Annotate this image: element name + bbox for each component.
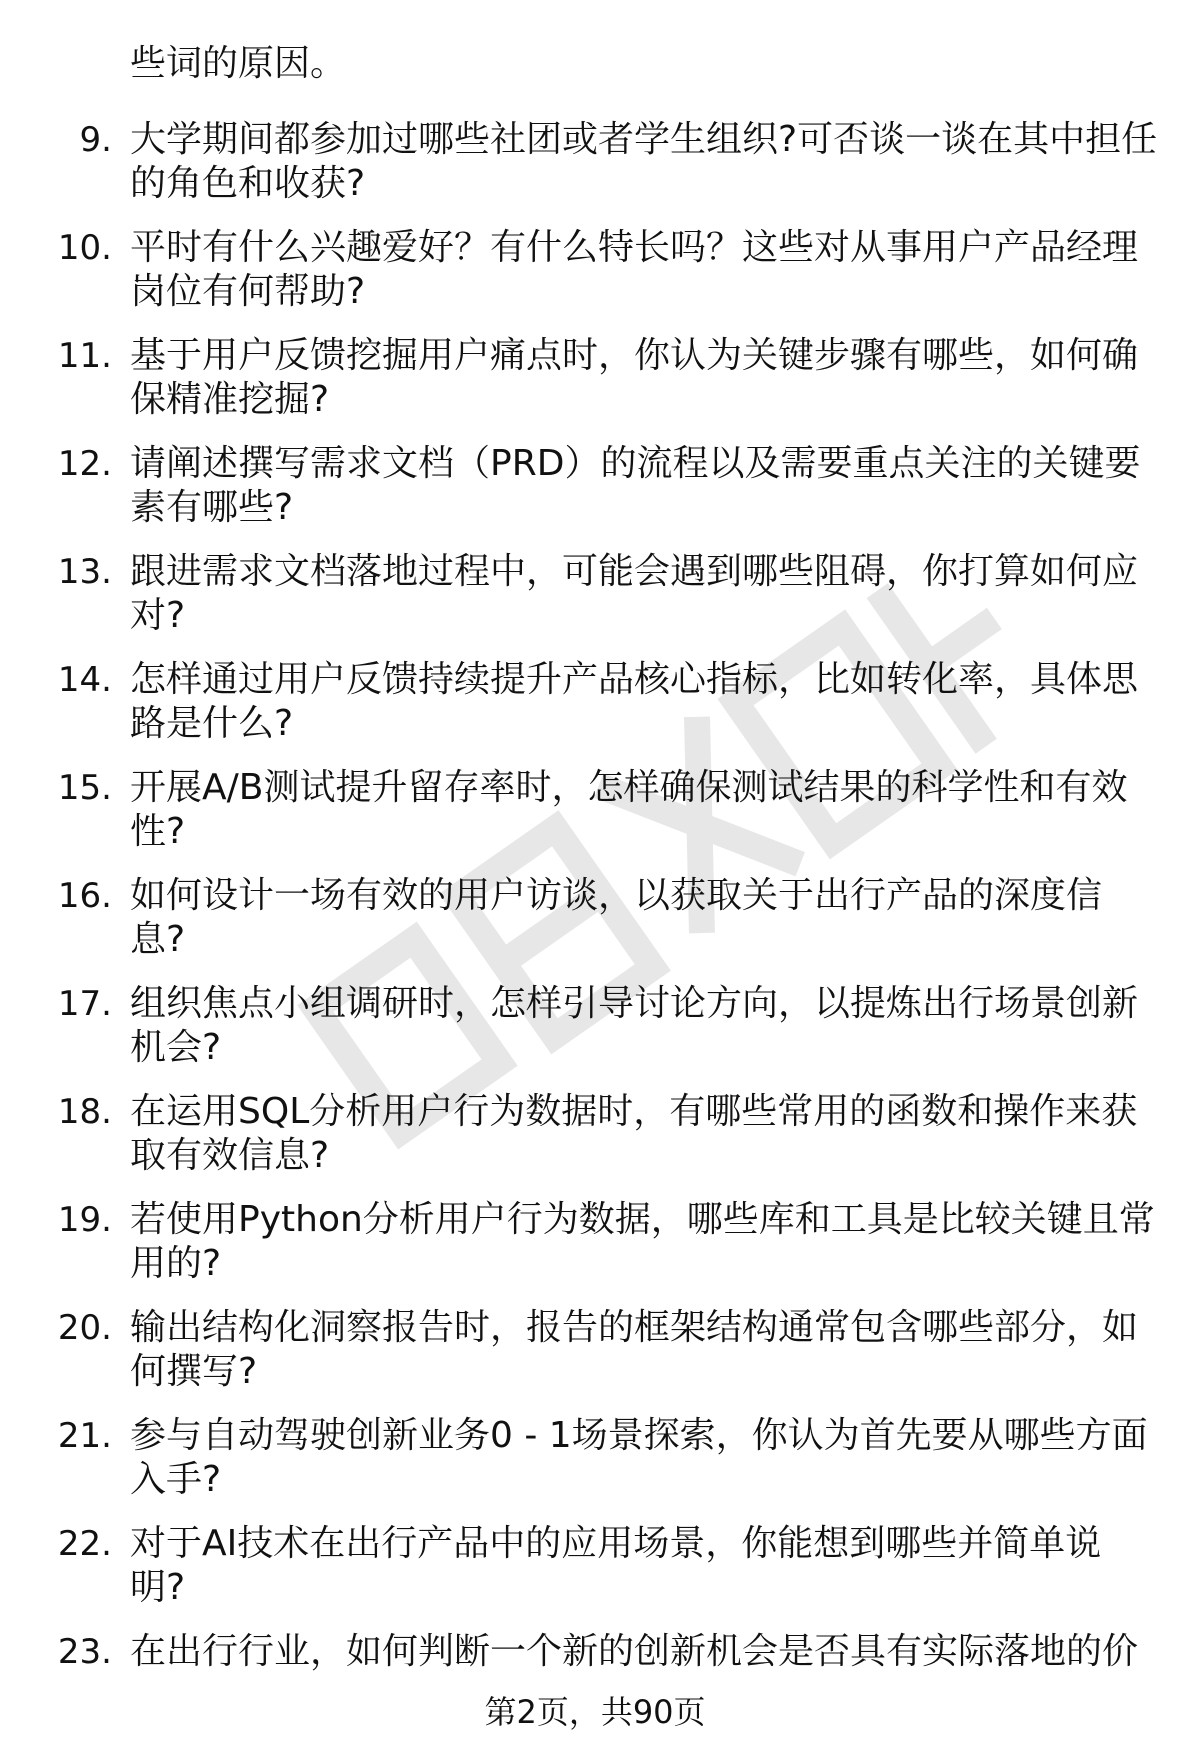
question-line: 请阐述撰写需求文档（PRD）的流程以及需要重点关注的关键要 bbox=[130, 443, 1141, 484]
question-line: 怎样通过用户反馈持续提升产品核心指标，比如转化率，具体思 bbox=[130, 659, 1139, 700]
question-number: 21. bbox=[57, 1416, 112, 1456]
list-item bbox=[0, 334, 1190, 442]
question-number: 12. bbox=[57, 444, 112, 484]
question-number: 9. bbox=[79, 120, 112, 160]
question-number: 19. bbox=[57, 1200, 112, 1240]
list-item bbox=[0, 1414, 1190, 1522]
question-text bbox=[130, 1522, 1170, 1610]
question-line: 若使用Python分析用户行为数据，哪些库和工具是比较关键且常 bbox=[130, 1199, 1155, 1240]
list-item bbox=[0, 550, 1190, 658]
question-line: 机会? bbox=[130, 1027, 222, 1068]
question-line: 性? bbox=[130, 811, 186, 852]
question-line: 在运用SQL分析用户行为数据时，有哪些常用的函数和操作来获 bbox=[130, 1091, 1138, 1132]
question-text bbox=[130, 982, 1170, 1070]
question-text bbox=[130, 118, 1170, 206]
question-number: 15. bbox=[57, 768, 112, 808]
question-text bbox=[130, 1198, 1170, 1286]
question-number: 20. bbox=[57, 1308, 112, 1348]
question-line: 平时有什么兴趣爱好？有什么特长吗？这些对从事用户产品经理 bbox=[130, 227, 1139, 268]
question-line: 基于用户反馈挖掘用户痛点时，你认为关键步骤有哪些，如何确 bbox=[130, 335, 1139, 376]
question-number: 10. bbox=[57, 228, 112, 268]
question-text bbox=[130, 658, 1170, 746]
question-number: 18. bbox=[57, 1092, 112, 1132]
question-text bbox=[130, 1414, 1170, 1502]
question-number: 14. bbox=[57, 660, 112, 700]
list-item bbox=[0, 226, 1190, 334]
question-text bbox=[130, 442, 1170, 530]
list-item bbox=[0, 658, 1190, 766]
question-line: 对? bbox=[130, 595, 186, 636]
question-number: 16. bbox=[57, 876, 112, 916]
question-text bbox=[130, 226, 1170, 314]
list-item bbox=[0, 1522, 1190, 1630]
question-line: 的角色和收获? bbox=[130, 163, 366, 204]
question-line: 用的? bbox=[130, 1243, 222, 1284]
question-line: 开展A/B测试提升留存率时，怎样确保测试结果的科学性和有效 bbox=[130, 767, 1128, 808]
question-line: 息? bbox=[130, 919, 186, 960]
list-item bbox=[0, 874, 1190, 982]
question-text bbox=[130, 1090, 1170, 1178]
question-line: 输出结构化洞察报告时，报告的框架结构通常包含哪些部分，如 bbox=[130, 1307, 1139, 1348]
question-line: 素有哪些? bbox=[130, 487, 294, 528]
list-item bbox=[0, 118, 1190, 226]
question-text bbox=[130, 334, 1170, 422]
list-item bbox=[0, 1090, 1190, 1198]
question-line: 何撰写? bbox=[130, 1351, 258, 1392]
question-number: 17. bbox=[57, 984, 112, 1024]
question-number: 11. bbox=[57, 336, 112, 376]
question-line: 参与自动驾驶创新业务0 - 1场景探索，你认为首先要从哪些方面 bbox=[130, 1415, 1148, 1456]
question-list bbox=[0, 118, 1190, 1738]
question-line: 岗位有何帮助? bbox=[130, 271, 366, 312]
question-line: 入手? bbox=[130, 1459, 222, 1500]
question-line: 保精准挖掘? bbox=[130, 379, 330, 420]
question-number: 23. bbox=[57, 1632, 112, 1672]
list-item bbox=[0, 766, 1190, 874]
question-line: 取有效信息? bbox=[130, 1135, 330, 1176]
question-text bbox=[130, 550, 1170, 638]
question-line: 大学期间都参加过哪些社团或者学生组织?可否谈一谈在其中担任 bbox=[130, 119, 1158, 160]
question-line: 在出行行业，如何判断一个新的创新机会是否具有实际落地的价 bbox=[130, 1631, 1139, 1672]
list-item bbox=[0, 1198, 1190, 1306]
list-item bbox=[0, 442, 1190, 550]
question-text bbox=[130, 1306, 1170, 1394]
continuation-text: 些词的原因。 bbox=[130, 43, 347, 84]
question-number: 22. bbox=[57, 1524, 112, 1564]
list-item bbox=[0, 982, 1190, 1090]
question-text bbox=[130, 766, 1170, 854]
question-line: 跟进需求文档落地过程中，可能会遇到哪些阻碍，你打算如何应 bbox=[130, 551, 1139, 592]
question-number: 13. bbox=[57, 552, 112, 592]
question-line: 路是什么? bbox=[130, 703, 294, 744]
question-text bbox=[130, 874, 1170, 962]
question-line: 如何设计一场有效的用户访谈，以获取关于出行产品的深度信 bbox=[130, 875, 1103, 916]
question-line: 明? bbox=[130, 1567, 186, 1608]
list-item bbox=[0, 1306, 1190, 1414]
page-footer: 第2页，共90页 bbox=[484, 1693, 706, 1731]
question-line: 对于AI技术在出行产品中的应用场景，你能想到哪些并简单说 bbox=[130, 1523, 1102, 1564]
question-line: 组织焦点小组调研时，怎样引导讨论方向，以提炼出行场景创新 bbox=[130, 983, 1139, 1024]
question-text bbox=[130, 1630, 1170, 1674]
